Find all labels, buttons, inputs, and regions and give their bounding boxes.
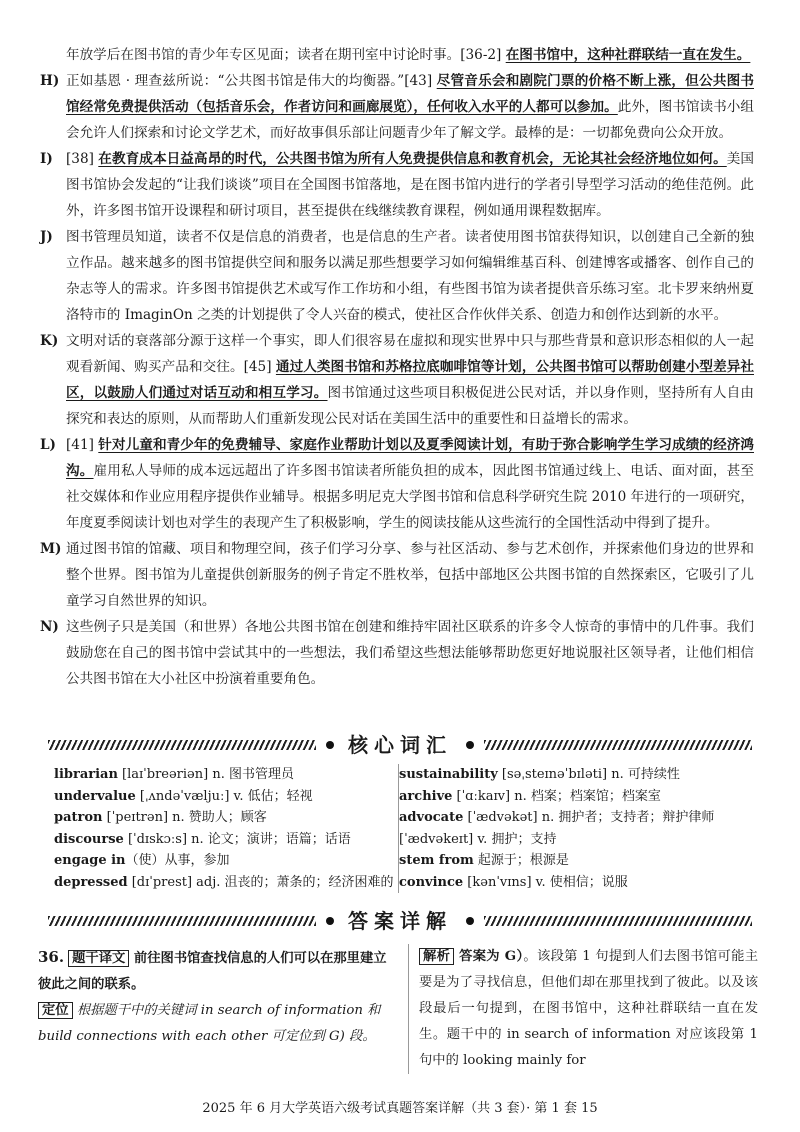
vocab-entry xyxy=(399,850,739,872)
text-segment: 美国图书馆协会发起的“让我们谈谈”项目在全国图书馆落地，是在图书馆内进行的学者引导型学习活动的绝佳范例。此外，许多图书馆开设课程和研讨项目，甚至提供在线继续教育课程，例如通用课程数据库。 xyxy=(66,151,755,219)
vocab-word: archive xyxy=(399,788,453,804)
page-footer: 2025 年 6 月大学英语六级考试真题答案详解（共 3 套）· 第 1 套 15 xyxy=(202,1101,598,1116)
text-segment: 图书管理员知道，读者不仅是信息的消费者，也是信息的生产者。读者使用图书馆获得知识，以创建自己全新的独立作品。越来越多的图书馆提供空间和服务以满足那些想要学习如何编辑维基百科、创建博客或播客、创作自己的杂志等人的需求。许多图书馆提供艺术或写作工作坊和小组，有些图书馆为读者提供音乐练习室。北卡罗来纳州夏洛特市的 ImaginOn 之类的计划提供了令人兴奋的模式，使社区合作伙伴关系、创造力和创作达到新的水平。 xyxy=(66,229,754,323)
paragraph-label: K) xyxy=(40,333,59,349)
vocab-definition: （使）从事，参加 xyxy=(125,853,230,868)
text-segment: 正如基恩 · 理查兹所说：“公共图书馆是伟大的均衡器。”[43] xyxy=(66,73,437,89)
analysis-text: 。该段第 1 句提到人们去图书馆可能主要是为了寻找信息，但他们却在那里找到了彼此。以及该段最后一句提到，在图书馆中，这种社群联结一直在发生。题干中的 in search of information 对应该段第 1 句中的 looking mainly for xyxy=(419,949,759,1068)
hatch-divider xyxy=(48,740,316,750)
translation-text: 前往图书馆查找信息的人们可以在那里建立彼此之间的联系。 xyxy=(38,951,387,992)
hatch-divider xyxy=(484,916,752,926)
paragraph-i xyxy=(40,146,755,224)
vocab-word: sustainability xyxy=(399,767,498,782)
vocab-word: depressed xyxy=(54,874,128,890)
underlined-answer-text: 通过人类图书馆和苏格拉底咖啡馆等计划，公共图书馆可以帮助创建小型差异社区，以鼓励人们通过对话互动和相互学习。 xyxy=(66,359,754,401)
question-translation xyxy=(38,944,394,998)
section-title: 核心词汇 xyxy=(348,733,452,757)
vocab-word: advocate xyxy=(399,810,464,825)
vocab-column-left xyxy=(54,764,394,893)
vocab-definition: [dɪˈprest] adj. 沮丧的；萧条的；经济困难的 xyxy=(127,874,394,890)
vocab-definition: [ˌʌndəˈvæljuː] v. 低估；轻视 xyxy=(135,788,313,804)
answer-explanation xyxy=(38,944,758,1074)
text-segment: 此外，图书馆读书小组会允许人们探索和讨论文学艺术，而好故事俱乐部让问题青少年了解文学。最棒的是：一切都免费向公众开放。 xyxy=(66,99,755,141)
vocab-entry xyxy=(399,786,739,808)
vocab-word: engage in xyxy=(54,853,126,868)
vocab-entry xyxy=(399,764,739,786)
vocab-definition: [ˈɑːkaɪv] n. 档案；档案馆；档案室 xyxy=(452,788,661,804)
bullet-dot-icon xyxy=(326,917,334,925)
vocab-word: patron xyxy=(54,810,103,825)
paragraph-n xyxy=(40,614,754,692)
locate-note xyxy=(38,998,394,1050)
vocab-word: stem from xyxy=(399,853,474,868)
vocab-definition: [ˈædvəkeɪt] v. 拥护；支持 xyxy=(399,831,557,847)
vocab-section-header xyxy=(48,730,752,760)
underlined-answer-text: 在图书馆中，这种社群联结一直在发生。 xyxy=(505,47,751,63)
vocab-definition: [ˈpeɪtrən] n. 赞助人；顾客 xyxy=(102,810,267,825)
vocab-entry xyxy=(399,807,739,829)
vocab-definition: [laɪˈbreəriən] n. 图书管理员 xyxy=(117,767,294,782)
text-segment: 图书馆通过这些项目积极促进公民对话，并以身作则，坚持所有人自由探究和表达的原则，从而帮助人们重新发现公民对话在美国生活中的重要性和日益增长的需求。 xyxy=(66,385,755,427)
paragraph-label: N) xyxy=(40,619,59,635)
vocab-definition: [ˈædvəkət] n. 拥护者；支持者；辩护律师 xyxy=(463,810,715,825)
paragraph-label: L) xyxy=(40,437,56,453)
hatch-divider xyxy=(484,740,752,750)
vocab-entry xyxy=(54,786,394,808)
text-segment: [38] xyxy=(66,151,99,167)
question-number: 36. xyxy=(38,948,65,966)
paragraph-h xyxy=(40,68,755,146)
paragraph-l xyxy=(40,432,755,536)
vocab-entry xyxy=(399,872,739,894)
bullet-dot-icon xyxy=(466,741,474,749)
translation-tag: 题干译文 xyxy=(68,950,129,967)
text-segment: 雇用私人导师的成本远远超出了许多图书馆读者所能负担的成本，因此图书馆通过线上、电话、面对面，甚至社交媒体和作业应用程序提供作业辅导。根据多明尼克大学图书馆和信息科学研究生院 2010 年进行的一项研究，年度夏季阅读计划也对学生的表现产生了积极影响，学生的阅读技能从这些流行的全国性活动中得到了提升。 xyxy=(66,463,755,531)
paragraph-label: I) xyxy=(40,151,53,167)
vocab-entry xyxy=(54,829,394,851)
vocab-entry xyxy=(54,872,394,894)
vocab-entry xyxy=(399,829,739,851)
text-segment: 年放学后在图书馆的青少年专区见面；读者在期刊室中讨论时事。[36-2] xyxy=(66,47,506,63)
vocab-entry xyxy=(54,807,394,829)
vocab-word: librarian xyxy=(54,767,118,782)
answer-left-column xyxy=(38,944,394,1074)
analysis-note xyxy=(419,944,758,1074)
vocab-word: discourse xyxy=(54,831,124,847)
vocab-definition: 起源于；根源是 xyxy=(473,853,569,868)
paragraph-m xyxy=(40,536,754,614)
paragraph-k xyxy=(40,328,755,432)
underlined-answer-text: 针对儿童和青少年的免费辅导、家庭作业帮助计划以及夏季阅读计划，有助于弥合影响学生学习成绩的经济鸿沟。 xyxy=(66,437,754,479)
text-segment: 文明对话的衰落部分源于这样一个事实，即人们很容易在虚拟和现实世界中只与那些背景和意识形态相似的人一起观看新闻、购买产品和交往。[45] xyxy=(66,333,754,375)
paragraph-g-continuation xyxy=(54,42,754,68)
passage-text xyxy=(40,42,755,692)
vocab-column-right xyxy=(399,764,739,893)
paragraph-label: H) xyxy=(40,73,60,89)
vocab-list xyxy=(54,764,754,893)
text-segment: 这些例子只是美国（和世界）各地公共图书馆在创建和维持牢固社区联系的许多令人惊奇的事情中的几件事。我们鼓励您在自己的图书馆中尝试其中的一些想法，我们希望这些想法能够帮助您更好地说服社区领导者，让他们相信公共图书馆在大小社区中扮演着重要角色。 xyxy=(66,619,754,687)
underlined-answer-text: 尽管音乐会和剧院门票的价格不断上涨，但公共图书馆经常免费提供活动（包括音乐会，作者访问和画廊展览），任何收入水平的人都可以参加。 xyxy=(66,73,754,115)
vocab-definition: [kənˈvɪns] v. 使相信；说服 xyxy=(463,874,628,890)
locate-text: 根据题干中的关键词 in search of information 和 build connections with each other 可定位到 G) 段。 xyxy=(38,1003,381,1044)
answer-section-header xyxy=(48,906,752,936)
analysis-tag: 解析 xyxy=(419,948,454,965)
underlined-answer-text: 在教育成本日益高昂的时代，公共图书馆为所有人免费提供信息和教育机会，无论其社会经济地位如何。 xyxy=(98,151,727,167)
bullet-dot-icon xyxy=(326,741,334,749)
text-segment: 通过图书馆的馆藏、项目和物理空间，孩子们学习分享、参与社区活动、参与艺术创作，并探索他们身边的世界和整个世界。图书馆为儿童提供创新服务的例子肯定不胜枚举，包括中部地区公共图书馆的自然探索区，它吸引了儿童学习自然世界的知识。 xyxy=(66,541,754,609)
vocab-definition: [ˈdɪskɔːs] n. 论文；演讲；语篇；话语 xyxy=(123,831,351,847)
vocab-word: convince xyxy=(399,874,464,890)
locate-tag: 定位 xyxy=(38,1002,73,1019)
answer-key: 答案为 G） xyxy=(454,949,524,964)
hatch-divider xyxy=(48,916,316,926)
paragraph-label: M) xyxy=(40,541,62,557)
vocab-word: undervalue xyxy=(54,788,136,804)
paragraph-label: J) xyxy=(40,229,53,245)
section-title: 答案详解 xyxy=(348,909,452,933)
text-segment: [41] xyxy=(66,437,99,453)
bullet-dot-icon xyxy=(466,917,474,925)
vocab-entry xyxy=(54,764,394,786)
paragraph-j xyxy=(40,224,754,328)
answer-right-column xyxy=(408,944,758,1074)
vocab-definition: [səˌsteɪnəˈbɪləti] n. 可持续性 xyxy=(497,767,680,782)
vocab-entry xyxy=(54,850,394,872)
